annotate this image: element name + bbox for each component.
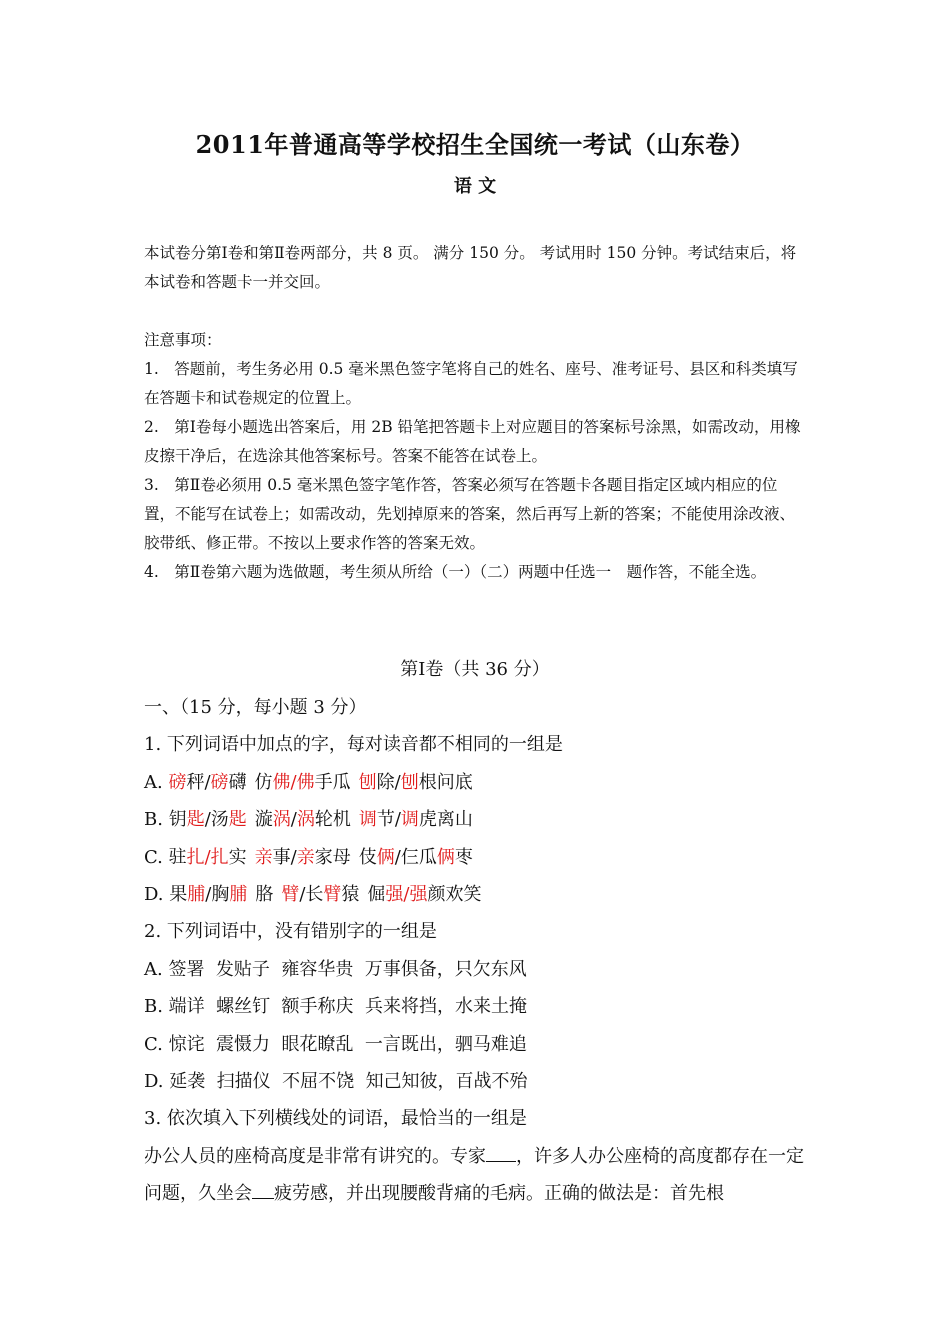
question-1-stem: 1. 下列词语中加点的字，每对读音都不相同的一组是 — [144, 734, 563, 756]
question-1-option-b: B. 钥匙/汤匙 漩涡/涡轮机 调节/调虎离山 — [144, 809, 473, 831]
note-item: 1. 答题前，考生务必用 0.5 毫米黑色签字笔将自己的姓名、座号、准考证号、县区和科类填写在答题卡和试卷规定的位置上。 — [144, 360, 798, 407]
question-2-option-c: C. 惊诧 震慑力 眼花瞭乱 一言既出，驷马难追 — [144, 1033, 527, 1055]
subject-title: 语 文 — [453, 176, 497, 197]
question-2-option-b: B. 端详 螺丝钉 额手称庆 兵来将挡，水来土掩 — [144, 996, 527, 1018]
question-1-option-c: C. 驻扎/扎实 亲事/亲家母 伎俩/仨瓜俩枣 — [144, 846, 473, 868]
notes-section — [144, 326, 808, 587]
question-1-option-d: D. 果脯/胸脯 胳 臂/长臂猿 倔强/强颜欢笑 — [144, 883, 482, 905]
section-title: 第Ⅰ卷（共 36 分） — [400, 659, 550, 680]
question-3-stem: 3. 依次填入下列横线处的词语，最恰当的一组是 — [144, 1108, 527, 1130]
question-2-option-a: A. 签署 发贴子 雍容华贵 万事俱备，只欠东风 — [144, 958, 527, 980]
note-item: 4. 第Ⅱ卷第六题为选做题，考生须从所给（一）（二）两题中任选一 题作答，不能全选。 — [144, 563, 767, 581]
exam-intro: 本试卷分第Ⅰ卷和第Ⅱ卷两部分，共 8 页。 满分 150 分。 考试用时 150 分钟。考试结束后，将本试卷和答题卡一并交回。 — [144, 244, 797, 291]
question-2-option-d: D. 延袭 扫描仪 不屈不饶 知己知彼，百战不殆 — [144, 1070, 528, 1092]
fill-blank — [486, 1143, 516, 1162]
question-1-option-a: A. 磅秤/磅礴 仿佛/佛手瓜 刨除/刨根问底 — [144, 771, 473, 793]
questions-body — [144, 689, 814, 1213]
question-2-stem: 2. 下列词语中，没有错别字的一组是 — [144, 921, 437, 943]
question-3-passage: 办公人员的座椅高度是非常有讲究的。专家 ，许多人办公座椅的高度都存在一定问题，久坐会 疲劳感，并出现腰酸背痛的毛病。正确的做法是：首先根 — [144, 1138, 814, 1213]
part-heading: 一、（15 分，每小题 3 分） — [144, 697, 367, 718]
notes-heading: 注意事项： — [144, 331, 222, 349]
note-item: 2. 第Ⅰ卷每小题选出答案后，用 2B 铅笔把答题卡上对应题目的答案标号涂黑，如需改动，用橡皮擦干净后，在选涂其他答案标号。答案不能答在试卷上。 — [144, 418, 801, 465]
fill-blank — [252, 1180, 274, 1199]
exam-title: 2011年普通高等学校招生全国统一考试（山东卷） — [195, 130, 755, 159]
note-item: 3. 第Ⅱ卷必须用 0.5 毫米黑色签字笔作答，答案必须写在答题卡各题目指定区域内相应的位置，不能写在试卷上；如需改动，先划掉原来的答案，然后再写上新的答案；不能使用涂改液、胶带纸、修正带。不按以上要求作答的答案无效。 — [144, 476, 796, 552]
